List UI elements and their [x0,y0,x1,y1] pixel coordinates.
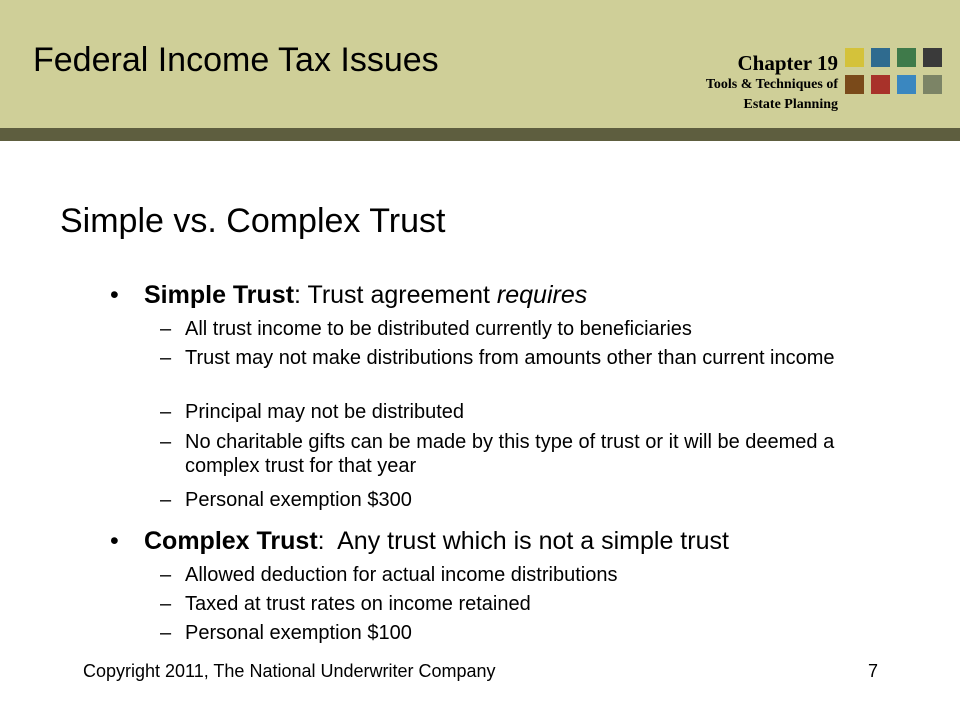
bullet-dot: • [110,281,119,309]
sub-bullet-dash: – [160,489,172,511]
chapter-subtitle-line2: Estate Planning [743,97,838,112]
sub-bullet-dash: – [160,318,172,340]
sub-bullet-dash: – [160,401,172,423]
chapter-block [706,51,838,115]
square-3 [897,48,916,67]
square-4 [923,48,942,67]
square-6 [871,75,890,94]
chapter-subtitle-line1: Tools & Techniques of [705,77,838,92]
bullet-emphasis: requires [496,281,588,309]
sub-bullet-dash: – [160,564,172,586]
decorative-squares [845,48,945,96]
sub-bullet-text: Taxed at trust rates on income retained [185,593,531,615]
square-5 [845,75,864,94]
chapter-number: Chapter 19 [737,51,838,75]
sub-bullet-dash: – [160,622,172,644]
sub-bullet-text: Personal exemption $100 [185,622,412,644]
bullet-rest: : Any trust which is not a simple trust [317,527,729,555]
square-2 [871,48,890,67]
slide-title: Simple vs. Complex Trust [60,202,446,240]
header-title: Federal Income Tax Issues [33,41,439,79]
sub-bullet-dash: – [160,593,172,615]
bullet-rest: : Trust agreement [294,281,497,309]
page-number: 7 [868,661,879,681]
sub-bullet-text: Principal may not be distributed [185,401,465,423]
bullet-dot: • [110,527,119,555]
sub-bullet-dash: – [160,347,172,369]
square-1 [845,48,864,67]
footer-copyright: Copyright 2011, The National Underwriter Company [83,661,496,681]
square-8 [923,75,942,94]
square-7 [897,75,916,94]
sub-bullet-text: All trust income to be distributed currently to beneficiaries [185,318,692,340]
bullet-text [144,526,729,556]
sub-bullet-text: Trust may not make distributions from amounts other than current income [185,347,835,369]
bullet-text [144,280,587,310]
sub-bullet-text: No charitable gifts can be made by this type of trust or it will be deemed a complex trust for that year [185,431,835,477]
header-divider [0,128,960,141]
sub-bullet-text: Personal exemption $300 [185,489,412,511]
bullet-term: Complex Trust [144,527,318,555]
sub-bullet-text: Allowed deduction for actual income distributions [185,564,618,586]
sub-bullet-dash: – [160,431,172,453]
bullet-term: Simple Trust [144,281,295,309]
